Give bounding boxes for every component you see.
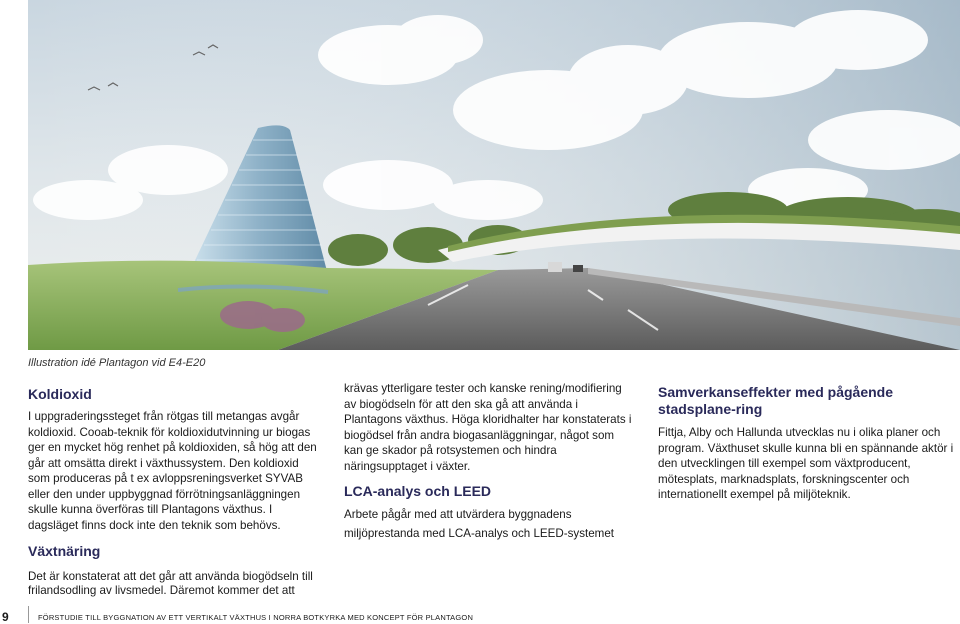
samverkan-body: Fittja, Alby och Hallunda utvecklas nu i olika planer och program. Växthuset skulle kunna bli en spännande aktör i den utvecklingen till exempel som växtproducent, mötesplats, marknadsplats, forskningscenter och internationellt exempel på miljöteknik. [658,426,954,501]
section-samverkan [658,384,954,503]
page-number: 9 [2,610,9,624]
vaxtnaring-body: Det är konstaterat att det går att använda biogödseln till frilandsodling av livsmedel. Däremot kommer det att [28,570,313,597]
footer-divider [28,606,29,623]
koldioxid-heading: Koldioxid [28,386,92,402]
section-koldioxid [28,386,318,533]
lca-heading: LCA-analys och LEED [344,483,492,499]
footer-text: FÖRSTUDIE TILL BYGGNATION AV ETT VERTIKALT VÄXTHUS I NORRA BOTKYRKA MED KONCEPT FÖR PLANTAGON [38,613,474,622]
hero-illustration [28,0,960,350]
section-vaxtnaring [28,543,328,598]
biogodsel-text: krävas ytterligare tester och kanske rening/modifiering av biogödseln för att den ska gå att använda i Plantagons växthus. Höga kloridhalter har konstaterats i biogödsel från andra biogasanläggningar, något som kan ge skador på rotsystemen och hindra näringsupptaget i växter. [344,382,632,473]
vaxtnaring-heading: Växtnäring [28,543,101,559]
koldioxid-body: I uppgraderingssteget från rötgas till metangas avgår koldioxid. Cooab-teknik för koldioxidutvinning ur biogas ger en mycket hög renhet på koldioxiden, så hög att den går att omsätta direkt i växthussystem. Den koldioxid som produceras på t ex avloppsreningsverket SYVAB eller den under uppbyggnad förrötningsanläggningen skulle kunna överföras till Plantagons växthus. I dagsläget finns dock inte den teknik som behövs. [28,410,317,532]
section-middle [344,381,634,543]
samverkan-heading: Samverkanseffekter med pågående stadsplane-ring [658,384,893,417]
lca-body: Arbete pågår med att utvärdera byggnadens miljöprestanda med LCA-analys och LEED-systemet [344,508,614,540]
image-caption: Illustration idé Plantagon vid E4-E20 [28,357,206,369]
